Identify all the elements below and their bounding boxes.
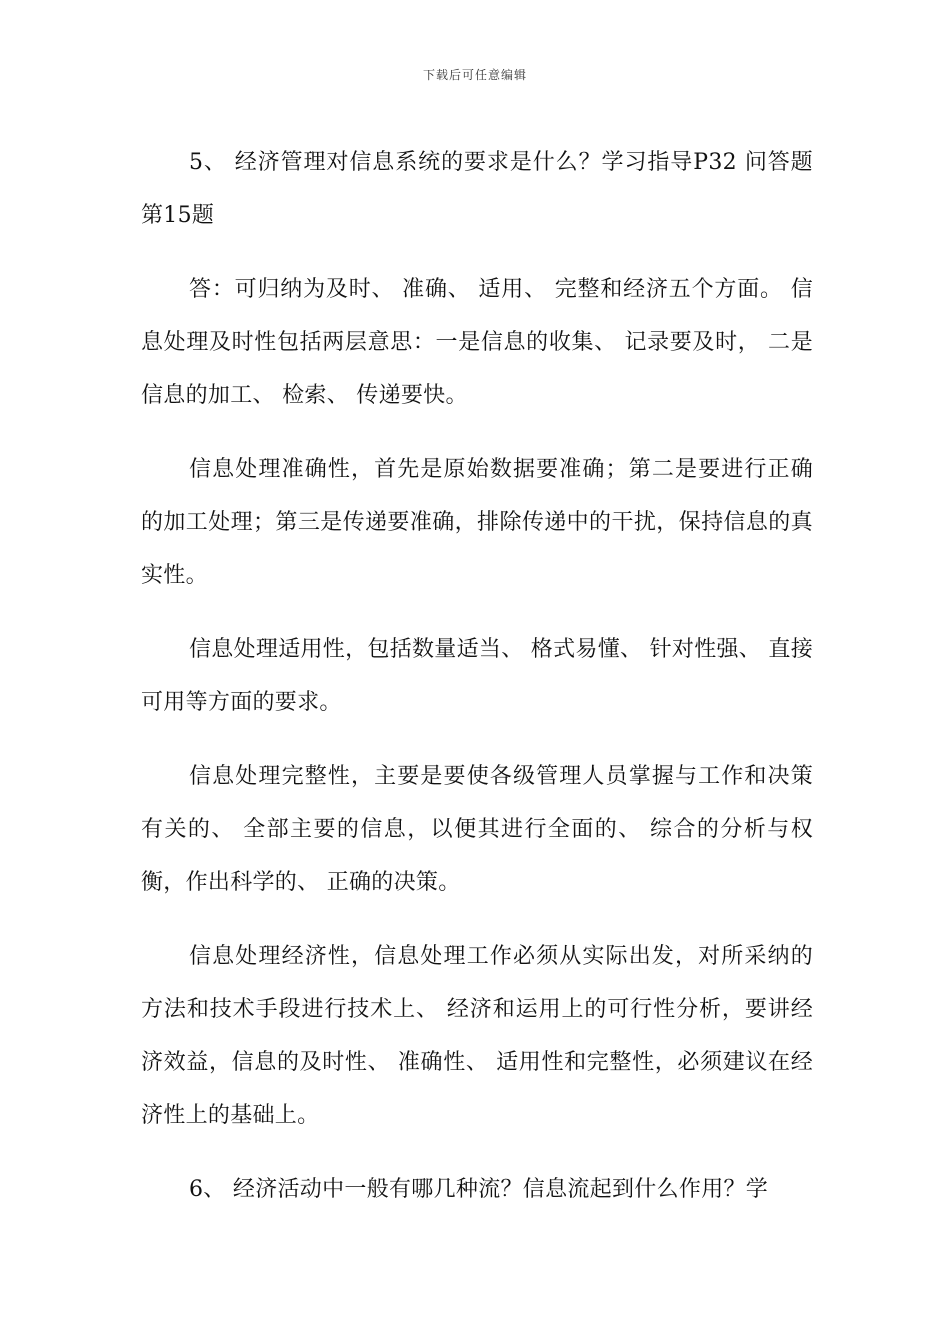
answer-economy: 信息处理经济性，信息处理工作必须从实际出发，对所采纳的方法和技术手段进行技术上、 经济和运用上的可行性分析，要讲经济效益，信息的及时性、 准确性、 适用性和完整性，必须建议在经济性上的基础上。: [141, 944, 813, 1128]
answer-intro: 答：可归纳为及时、 准确、 适用、 完整和经济五个方面。 信息处理及时性包括两层意思：一是信息的收集、 记录要及时， 二是信息的加工、 检索、 传递要快。: [141, 277, 813, 408]
question-5: 5、 经济管理对信息系统的要求是什么？学习指导P32 问答题第15题: [141, 150, 813, 228]
answer-applicability: 信息处理适用性，包括数量适当、 格式易懂、 针对性强、 直接可用等方面的要求。: [141, 637, 813, 715]
document-body: [141, 136, 813, 1237]
answer-completeness: 信息处理完整性，主要是要使各级管理人员掌握与工作和决策有关的、 全部主要的信息，以便其进行全面的、 综合的分析与权衡，作出科学的、 正确的决策。: [141, 764, 813, 895]
question-6: 6、 经济活动中一般有哪几种流？信息流起到什么作用？学: [189, 1177, 769, 1202]
page-header: 下载后可任意编辑: [422, 68, 527, 82]
answer-accuracy: 信息处理准确性，首先是原始数据要准确；第二是要进行正确的加工处理；第三是传递要准确，排除传递中的干扰，保持信息的真实性。: [141, 457, 813, 588]
